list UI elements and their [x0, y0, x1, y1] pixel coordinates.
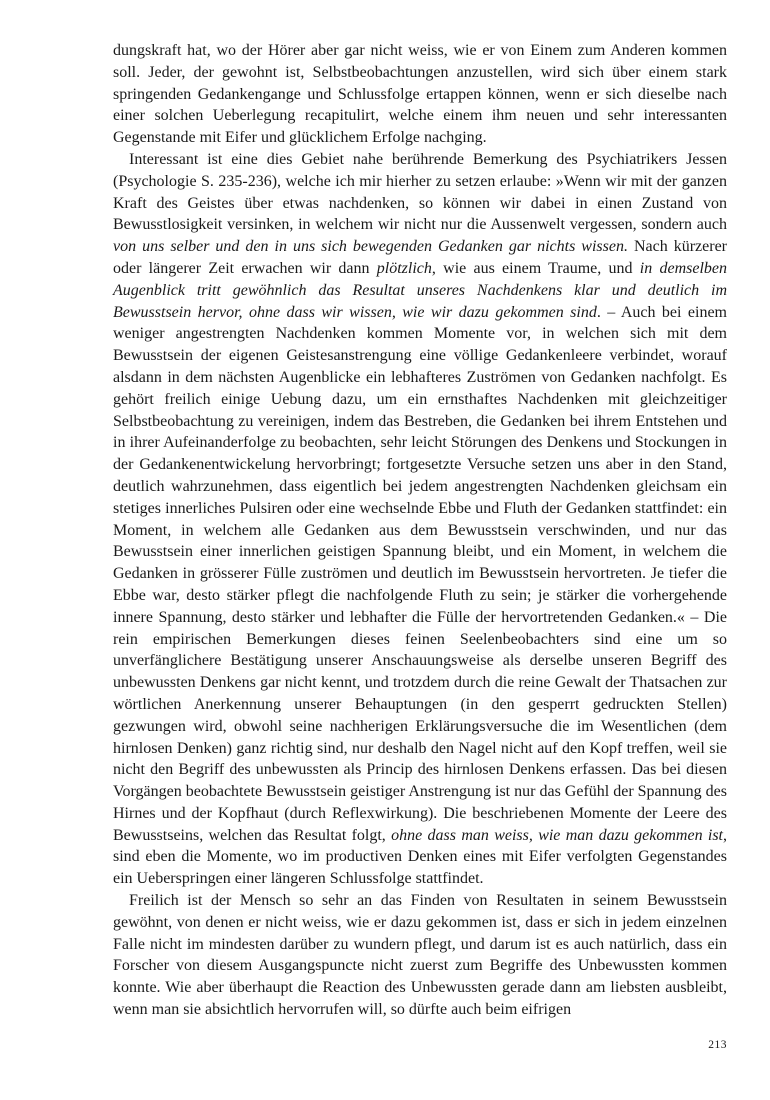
- body-text: Freilich ist der Mensch so sehr an das Finden von Resultaten in seinem Bewusstsein gewöhnt, von denen er nicht weiss, wie er dazu gekommen ist, dass er sich in jedem einzelnen Falle nicht im mindesten darüber zu wundern pflegt, und darum ist es auch natürlich, dass ein Forscher von diesem Ausgangspuncte nicht zuerst zum Begriffe des Unbewussten kommen konnte. Wie aber überhaupt die Reaction des Unbewussten gerade dann am liebsten ausbleibt, wenn man sie absichtlich hervorrufen will, so dürfte auch beim eifrigen: [113, 892, 727, 1019]
- body-text: Nach kürzerer oder längerer Zeit erwachen wir dann: [113, 238, 728, 277]
- body-text: , sind eben die Momente, wo im productiven Denken eines mit Eifer verfolgten Gegenstandes ein Ueberspringen einer längeren Schlussfolge stattfindet.: [113, 826, 728, 888]
- paragraph: [113, 890, 727, 1021]
- body-text: . – Auch bei einem weniger angestrengten Nachdenken kommen Momente vor, in welchen sich mit dem Bewusstsein der eigenen Geistesanstrengung eine völlige Gedankenleere verbindet, worauf alsdann in dem nächsten Augenblicke ein lebhafteres Zuströmen von Gedanken nachfolgt. Es gehört freilich einige Uebung dazu, um ein ernsthaftes Nachdenken mit gleichzeitiger Selbstbeobachtung zu vereinigen, indem das Bestreben, die Gedanken bei ihrem Entstehen und in ihrer Aufeinanderfolge zu beobachten, sehr leicht Störungen des Denkens und Stockungen in der Gedankenentwickelung hervorbringt; fortgesetzte Versuche setzen uns aber in den Stand, deutlich wahrzunehmen, dass eigentlich bei jedem angestrengten Nachdenken gleichsam ein stetiges innerliches Pulsiren oder eine wechselnde Ebbe und Fluth der Gedanken stattfindet: ein Moment, in welchem alle Gedanken aus dem Bewusstsein verschwinden, und nur das Bewusstsein einer innerlichen geistigen Spannung bleibt, und ein Moment, in welchem die Gedanken in grösserer Fülle zuströmen und deutlich im Bewusstsein hervortreten. Je tiefer die Ebbe war, desto stärker pflegt die nachfolgende Fluth zu sein; je stärker die vorhergehende innere Spannung, desto stärker und lebhafter die Fülle der hervortretenden Gedanken.« – Die rein empirischen Bemerkungen dieses feinen Seelenbeobachters sind eine um so unverfänglichere Bestätigung unserer Anschauungsweise als derselbe unseren Begriff des unbewussten Denkens gar nicht kennt, und trotzdem durch die reine Gewalt der Thatsachen zur wörtlichen Anerkennung unserer Behauptungen (in den gesperrt gedruckten Stellen) gezwungen wird, obwohl seine nachherigen Erklärungsversuche die im Wesentlichen (dem hirnlosen Denken) ganz richtig sind, nur deshalb den Nagel nicht auf den Kopf treffen, weil sie nicht den Begriff des unbewussten als Princip des hirnlosen Denkens erfassen. Das bei diesen Vorgängen beobachtete Bewusstsein geistiger Anstrengung ist nur das Gefühl der Spannung des Hirnes und der Kopfhaut (durch Reflexwirkung). Die beschriebenen Momente der Leere des Bewusstseins, welchen das Resultat folgt,: [113, 303, 727, 844]
- body-text: dungskraft hat, wo der Hörer aber gar nicht weiss, wie er von Einem zum Anderen kommen soll. Jeder, der gewohnt ist, Selbstbeobachtungen anzustellen, wird sich über einem stark springenden Gedankengange und Schlussfolge ertappen können, wenn er sich dieselbe nach einer solchen Ueberlegung recapitulirt, welche einem ihm neuen und sehr interessanten Gegenstande mit Eifer und glücklichem Erfolge nachging.: [113, 42, 727, 147]
- body-text: Interessant ist eine dies Gebiet nahe berührende Bemerkung des Psychiatrikers Jessen (Psychologie S. 235-236), welche ich mir hierher zu setzen erlaube: »Wenn wir mit der ganzen Kraft des Geistes über etwas nachdenken, so können wir dabei in einen Zustand von Bewusstlosigkeit versinken, in welchem wir nicht nur die Aussenwelt vergessen, sondern auch: [113, 150, 727, 234]
- text-column: [113, 40, 727, 1021]
- emphasized-text: in demselben Augenblick tritt gewöhnlich das Resultat unseres Nachdenkens klar und deutlich im Bewusstsein hervor, ohne dass wir wissen, wie wir dazu gekommen sind: [113, 259, 728, 321]
- body-text: , wie aus einem Traume, und: [431, 259, 640, 277]
- page-number: 213: [708, 1039, 727, 1051]
- emphasized-text: ohne dass man weiss, wie man dazu gekommen ist: [391, 826, 724, 844]
- paragraph: [113, 149, 727, 890]
- emphasized-text: von uns selber und den in uns sich bewegenden Gedanken gar nichts wissen.: [113, 238, 628, 256]
- emphasized-text: plötzlich: [376, 259, 432, 277]
- paragraph: [113, 40, 727, 149]
